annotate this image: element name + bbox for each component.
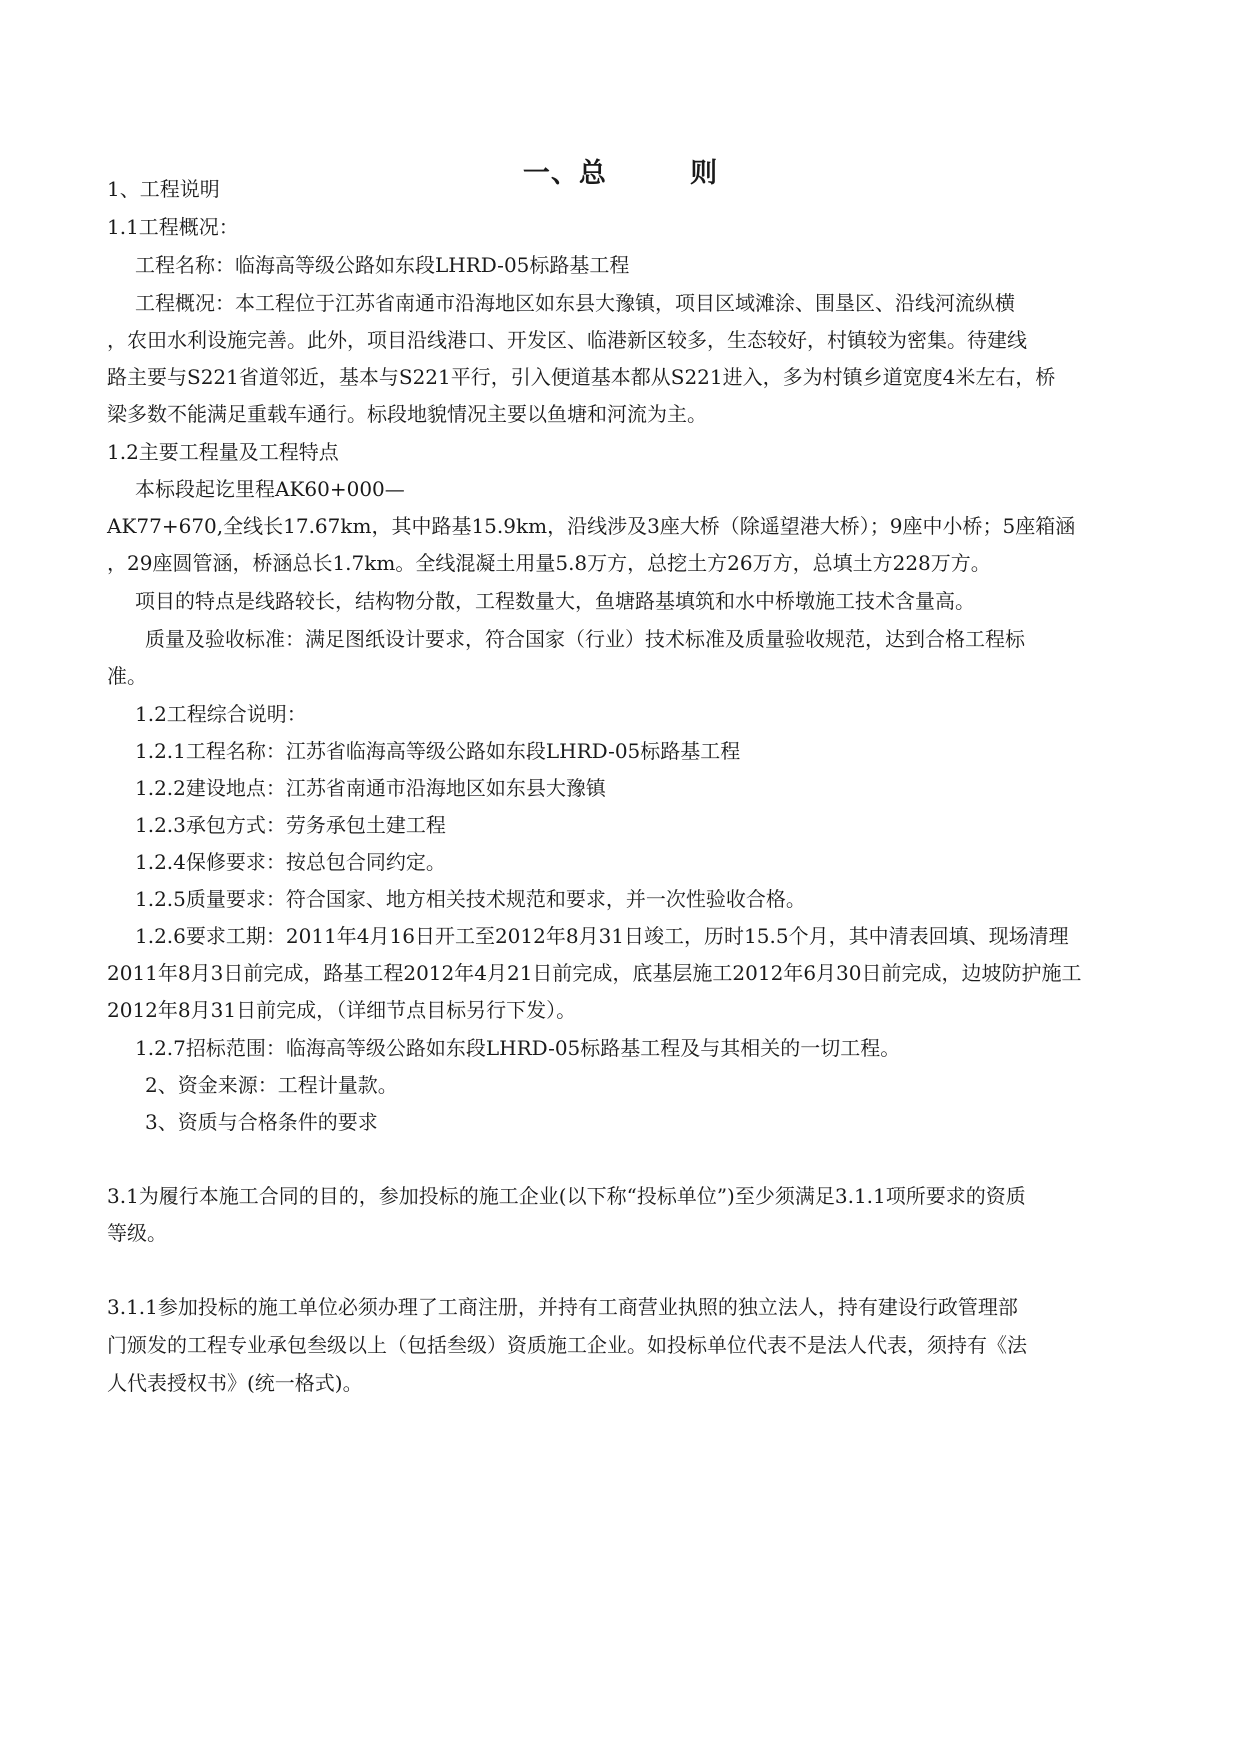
project-name-line: 工程名称：临海高等级公路如东段LHRD-05标路基工程	[135, 253, 630, 277]
schedule-line: 1.2.6要求工期：2011年4月16日开工至2012年8月31日竣工，历时15.5个月，其中清表回填、现场清理	[135, 924, 1069, 948]
overview-line: ，农田水利设施完善。此外，项目沿线港口、开发区、临港新区较多，生态较好，村镇较为密集。待建线	[107, 328, 1027, 352]
item-line: 1.2.2建设地点：江苏省南通市沿海地区如东县大豫镇	[135, 776, 606, 800]
quantities-line: AK77+670,全线长17.67km，其中路基15.9km，沿线涉及3座大桥（除遥望港大桥）；9座中小桥；5座箱涵	[107, 514, 1076, 538]
requirement-line: 3.1为履行本施工合同的目的，参加投标的施工企业(以下称“投标单位”)至少须满足3.1.1项所要求的资质	[107, 1184, 1026, 1208]
quality-line: 准。	[107, 664, 147, 688]
subsection-heading: 1.2主要工程量及工程特点	[107, 440, 339, 464]
funding-line: 2、资金来源：工程计量款。	[145, 1073, 398, 1097]
schedule-line: 2012年8月31日前完成，（详细节点目标另行下发）。	[107, 998, 577, 1022]
section-heading: 1、工程说明	[107, 177, 220, 201]
subsection-heading: 1.2工程综合说明：	[135, 702, 307, 726]
quality-line: 质量及验收标准：满足图纸设计要求，符合国家（行业）技术标准及质量验收规范，达到合格工程标	[145, 627, 1025, 651]
quantities-line: 本标段起讫里程AK60+000—	[135, 477, 405, 501]
schedule-line: 2011年8月3日前完成，路基工程2012年4月21日前完成，底基层施工2012年6月30日前完成，边坡防护施工	[107, 961, 1082, 985]
requirement-line: 门颁发的工程专业承包叁级以上（包括叁级）资质施工企业。如投标单位代表不是法人代表，须持有《法	[107, 1333, 1027, 1357]
section-heading: 3、资质与合格条件的要求	[145, 1110, 378, 1134]
subsection-heading: 1.1工程概况：	[107, 215, 239, 239]
features-line: 项目的特点是线路较长，结构物分散，工程数量大，鱼塘路基填筑和水中桥墩施工技术含量高。	[135, 589, 975, 613]
requirement-line: 人代表授权书》(统一格式)。	[107, 1371, 363, 1395]
quantities-line: ，29座圆管涵，桥涵总长1.7km。全线混凝土用量5.8万方，总挖土方26万方，总填土方228万方。	[107, 551, 991, 575]
requirement-line: 3.1.1参加投标的施工单位必须办理了工商注册，并持有工商营业执照的独立法人，持有建设行政管理部	[107, 1295, 1018, 1319]
overview-line: 路主要与S221省道邻近，基本与S221平行，引入便道基本都从S221进入，多为村镇乡道宽度4米左右，桥	[107, 365, 1056, 389]
item-line: 1.2.7招标范围：临海高等级公路如东段LHRD-05标路基工程及与其相关的一切工程。	[135, 1036, 901, 1060]
overview-line: 梁多数不能满足重载车通行。标段地貌情况主要以鱼塘和河流为主。	[107, 402, 707, 426]
item-line: 1.2.5质量要求：符合国家、地方相关技术规范和要求，并一次性验收合格。	[135, 887, 806, 911]
overview-line: 工程概况：本工程位于江苏省南通市沿海地区如东县大豫镇，项目区域滩涂、围垦区、沿线河流纵横	[135, 291, 1015, 315]
item-line: 1.2.3承包方式：劳务承包土建工程	[135, 813, 446, 837]
page-title: 一、总 则	[522, 158, 719, 189]
item-line: 1.2.1工程名称：江苏省临海高等级公路如东段LHRD-05标路基工程	[135, 739, 741, 763]
requirement-line: 等级。	[107, 1221, 167, 1245]
item-line: 1.2.4保修要求：按总包合同约定。	[135, 850, 446, 874]
